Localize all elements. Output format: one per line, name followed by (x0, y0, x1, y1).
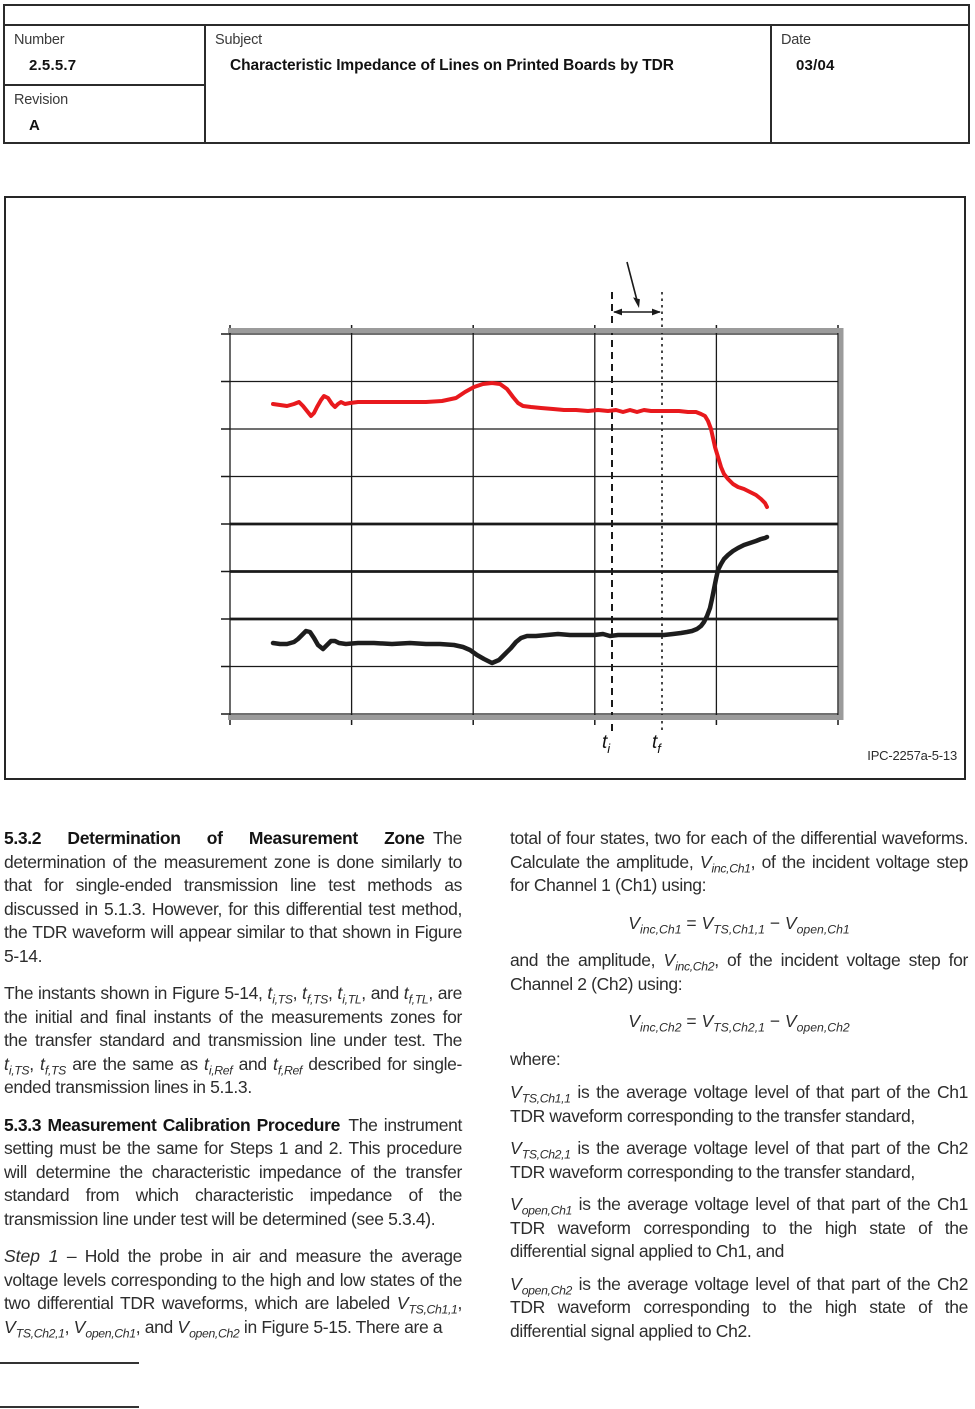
ti-time-label: $t_i$ (602, 732, 611, 756)
equation-vinc-ch1: $V_{inc,Ch1} = V_{TS,Ch1,1} - V_{open,Ch1}$ (628, 912, 850, 936)
figure-5-14-box (4, 196, 966, 780)
number-value: 2.5.5.7 (29, 57, 77, 74)
revision-label: Revision (14, 92, 69, 108)
revision-cell (5, 86, 204, 134)
subject-cell (206, 26, 772, 144)
paragraph-step-1: Step 1 – Hold the probe in air and measure the average voltage levels corresponding to the high and low states of the two differential TDR waveforms, which are labeled $V_{TS,Ch1,1}$, $V_{TS,Ch2,1}$, $V_{open,Ch1}$, and $V_{open,Ch2}$ in Figure 5-15. There are a (4, 1246, 462, 1340)
paragraph-instants: The instants shown in Figure 5-14, $t_{i,TS}$, $t_{f,TS}$, $t_{i,TL}$, and $t_{f,TL}$, are the initial and final instants of the measurements zones for the transfer standard and transmission line under test. The $t_{i,TS}$, $t_{f,TS}$ are the same as $t_{i,Ref}$ and $t_{f,Ref}$ described for single-ended transmission lines in 5.1.3. (4, 983, 462, 1097)
definition-vopen-ch1: $V_{open,Ch1}$ is the average voltage level of that part of the Ch1 TDR waveform corresponding to the high state of the differential signal applied to Ch1, and (510, 1194, 968, 1261)
figure-code: IPC-2257a-5-13 (867, 748, 957, 763)
header-number-column (5, 26, 206, 144)
date-value: 03/04 (796, 57, 835, 74)
equation-vinc-ch2: $V_{inc,Ch2} = V_{TS,Ch2,1} - V_{open,Ch2}$ (628, 1011, 850, 1035)
header-top-strip (5, 6, 968, 26)
subject-label: Subject (215, 32, 262, 48)
tf-time-label: $t_f$ (652, 732, 661, 756)
paragraph-5-3-3: 5.3.3 Measurement Calibration Procedure The instrument setting must be the same for Steps 1 and 2. This procedure will determine the characteristic impedance of the transfer standard from which characteristic impedance of the transmission line under test will be determined (see 5.3.4). (4, 1114, 463, 1229)
where-label: where: (510, 1048, 561, 1069)
definition-vts-ch1-1: $V_{TS,Ch1,1}$ is the average voltage level of that part of the Ch1 TDR waveform corresponding to the transfer standard, (510, 1082, 968, 1126)
left-column (4, 827, 462, 1353)
paragraph-amplitude-ch2: and the amplitude, $V_{inc,Ch2}$, of the incident voltage step for Channel 2 (Ch2) using: (510, 950, 968, 994)
definition-vopen-ch2: $V_{open,Ch2}$ is the average voltage level of that part of the Ch2 TDR waveform corresponding to the high state of the differential signal applied to Ch2. (510, 1273, 968, 1341)
footnote-rule-top (0, 1362, 139, 1364)
paragraph-5-3-2: 5.3.2 Determination of Measurement Zone The determination of the measurement zone is done similarly to that for single-ended transmission line test methods as discussed in 5.1.3. However, for this differential test method, the TDR waveform will appear similar to that shown in Figure 5-14. (4, 828, 462, 966)
header-table (3, 4, 970, 144)
tdr-waveform-chart (6, 198, 964, 778)
right-column (510, 827, 968, 1352)
header-main-row (5, 26, 968, 144)
paragraph-four-states: total of four states, two for each of the differential waveforms. Calculate the amplitude, $V_{inc,Ch1}$, of the incident voltage step for Channel 1 (Ch1) using: (510, 828, 968, 895)
revision-value: A (29, 117, 41, 134)
footnote-rule-bottom (0, 1406, 139, 1408)
definition-vts-ch2-1: $V_{TS,Ch2,1}$ is the average voltage level of that part of the Ch2 TDR waveform corresponding to the transfer standard, (510, 1138, 968, 1182)
number-cell (5, 26, 204, 86)
subject-value: Characteristic Impedance of Lines on Printed Boards by TDR (230, 57, 674, 74)
date-label: Date (781, 32, 811, 48)
number-label: Number (14, 32, 65, 48)
date-cell (772, 26, 968, 144)
